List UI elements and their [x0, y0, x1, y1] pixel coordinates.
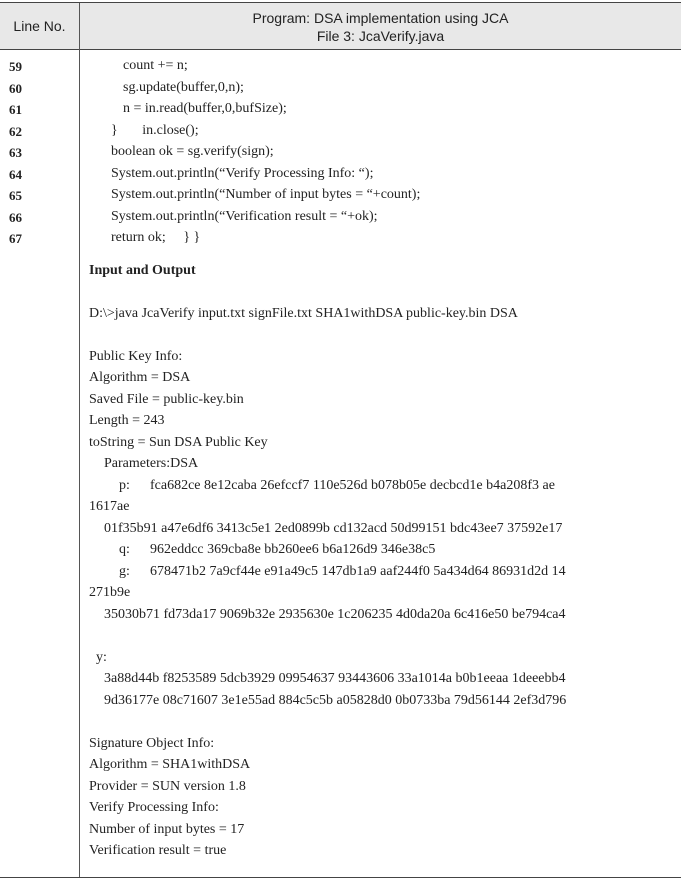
output-line: Algorithm = SHA1withDSA	[89, 757, 251, 772]
hex-line: 271b9e	[89, 585, 131, 600]
code-line: sg.update(buffer,0,n);	[123, 80, 244, 95]
output-line: Verification result = true	[89, 843, 227, 858]
output-line: Verify Processing Info:	[89, 800, 219, 815]
program-title	[80, 9, 681, 45]
code-line: System.out.println(“Verify Processing Info: “);	[111, 166, 374, 181]
line-number: 62	[9, 124, 22, 139]
output-line: Length = 243	[89, 413, 165, 428]
q-label: q:	[119, 542, 130, 557]
line-no-header: Line No.	[13, 18, 66, 34]
line-number: 65	[9, 188, 22, 203]
line-number: 60	[9, 81, 22, 96]
table-header	[0, 3, 681, 50]
output-heading: Input and Output	[89, 263, 196, 278]
code-line: System.out.println(“Number of input bytes = “+count);	[111, 187, 421, 202]
line-number: 63	[9, 145, 22, 160]
code-line: } in.close();	[111, 123, 199, 138]
hex-line: 9d36177e 08c71607 3e1e55ad 884c5c5b a05828d0 0b0733ba 79d56144 2ef3d796	[104, 693, 567, 708]
line-number: 67	[9, 231, 22, 246]
program-table	[0, 2, 681, 878]
output-line: Public Key Info:	[89, 349, 183, 364]
output-line: Provider = SUN version 1.8	[89, 779, 246, 794]
hex-line: 1617ae	[89, 499, 130, 514]
column-divider	[79, 3, 80, 877]
code-line: System.out.println(“Verification result = “+ok);	[111, 209, 378, 224]
program-title-line1: Program: DSA implementation using JCA	[252, 10, 509, 26]
g-label: g:	[119, 564, 130, 579]
output-line: Number of input bytes = 17	[89, 822, 245, 837]
output-line: toString = Sun DSA Public Key	[89, 435, 268, 450]
code-line: return ok; } }	[111, 230, 201, 245]
y-label: y:	[96, 650, 107, 665]
parameters-label: Parameters:DSA	[104, 456, 199, 471]
line-number: 66	[9, 210, 22, 225]
hex-line: 3a88d44b f8253589 5dcb3929 09954637 93443606 33a1014a b0b1eeaa 1deeebb4	[104, 671, 566, 686]
code-line: boolean ok = sg.verify(sign);	[111, 144, 274, 159]
output-line: Saved File = public-key.bin	[89, 392, 244, 407]
hex-line: 678471b2 7a9cf44e e91a49c5 147db1a9 aaf244f0 5a434d64 86931d2d 14	[150, 564, 566, 579]
hex-line: 962eddcc 369cba8e bb260ee6 b6a126d9 346e38c5	[150, 542, 436, 557]
command-line: D:\>java JcaVerify input.txt signFile.txt SHA1withDSA public-key.bin DSA	[89, 306, 518, 321]
program-title-line2: File 3: JcaVerify.java	[316, 28, 445, 44]
hex-line: 35030b71 fd73da17 9069b32e 2935630e 1c206235 4d0da20a 6c416e50 be794ca4	[104, 607, 566, 622]
line-number: 61	[9, 102, 22, 117]
output-line: Signature Object Info:	[89, 736, 215, 751]
code-line: n = in.read(buffer,0,bufSize);	[123, 101, 287, 116]
output-line: Algorithm = DSA	[89, 370, 191, 385]
hex-line: 01f35b91 a47e6df6 3413c5e1 2ed0899b cd132acd 50d99151 bdc43ee7 37592e17	[104, 521, 563, 536]
hex-line: fca682ce 8e12caba 26efccf7 110e526d b078b05e decbcd1e b4a208f3 ae	[150, 478, 555, 493]
p-label: p:	[119, 478, 130, 493]
code-line: count += n;	[123, 58, 188, 73]
line-number: 64	[9, 167, 22, 182]
line-number: 59	[9, 59, 22, 74]
